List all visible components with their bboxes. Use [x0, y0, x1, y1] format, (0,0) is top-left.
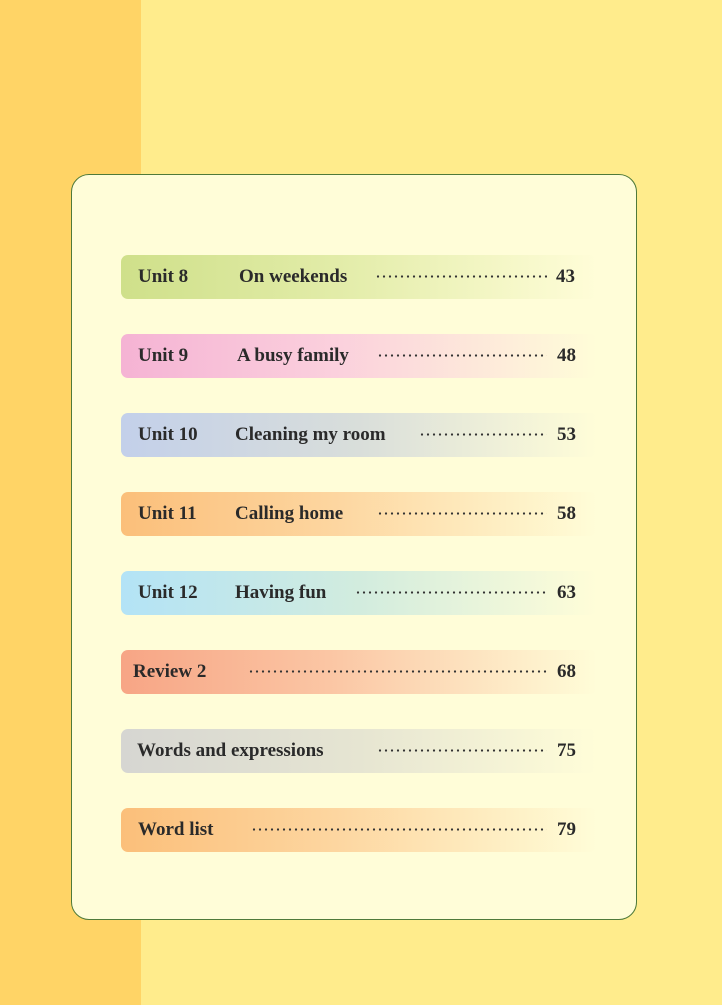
unit-title: Cleaning my room: [235, 424, 386, 445]
dot-leader: [377, 749, 547, 752]
unit-number: Unit 9: [138, 345, 189, 366]
toc-entry-review-2[interactable]: [121, 650, 597, 694]
dot-leader: [377, 354, 547, 357]
page-number: 48: [557, 345, 576, 366]
toc-entry-word-list[interactable]: [121, 808, 597, 852]
dot-leader: [419, 433, 547, 436]
unit-title: On weekends: [239, 266, 348, 287]
page-number: 75: [557, 740, 576, 761]
toc-entry-unit-8[interactable]: [121, 255, 597, 299]
page-number: 43: [556, 266, 575, 287]
dot-leader: [248, 670, 547, 673]
unit-title: Calling home: [235, 503, 344, 524]
section-title: Review 2: [133, 661, 207, 682]
toc-entry-unit-9[interactable]: [121, 334, 597, 378]
page-number: 53: [557, 424, 576, 445]
unit-number: Unit 11: [138, 503, 197, 524]
section-title: Words and expressions: [137, 740, 324, 761]
page-number: 79: [557, 819, 576, 840]
toc-entry-unit-12[interactable]: [121, 571, 597, 615]
toc-entry-words-and-expressions[interactable]: [121, 729, 597, 773]
unit-number: Unit 12: [138, 582, 198, 603]
dot-leader: [375, 275, 547, 278]
unit-number: Unit 10: [138, 424, 198, 445]
toc-entry-unit-10[interactable]: [121, 413, 597, 457]
unit-title: A busy family: [237, 345, 349, 366]
toc-entry-unit-11[interactable]: [121, 492, 597, 536]
page-number: 58: [557, 503, 576, 524]
page-number: 63: [557, 582, 576, 603]
page-number: 68: [557, 661, 576, 682]
dot-leader: [251, 828, 547, 831]
unit-title: Having fun: [235, 582, 327, 603]
unit-number: Unit 8: [138, 266, 189, 287]
section-title: Word list: [138, 819, 214, 840]
dot-leader: [355, 591, 547, 594]
dot-leader: [377, 512, 547, 515]
